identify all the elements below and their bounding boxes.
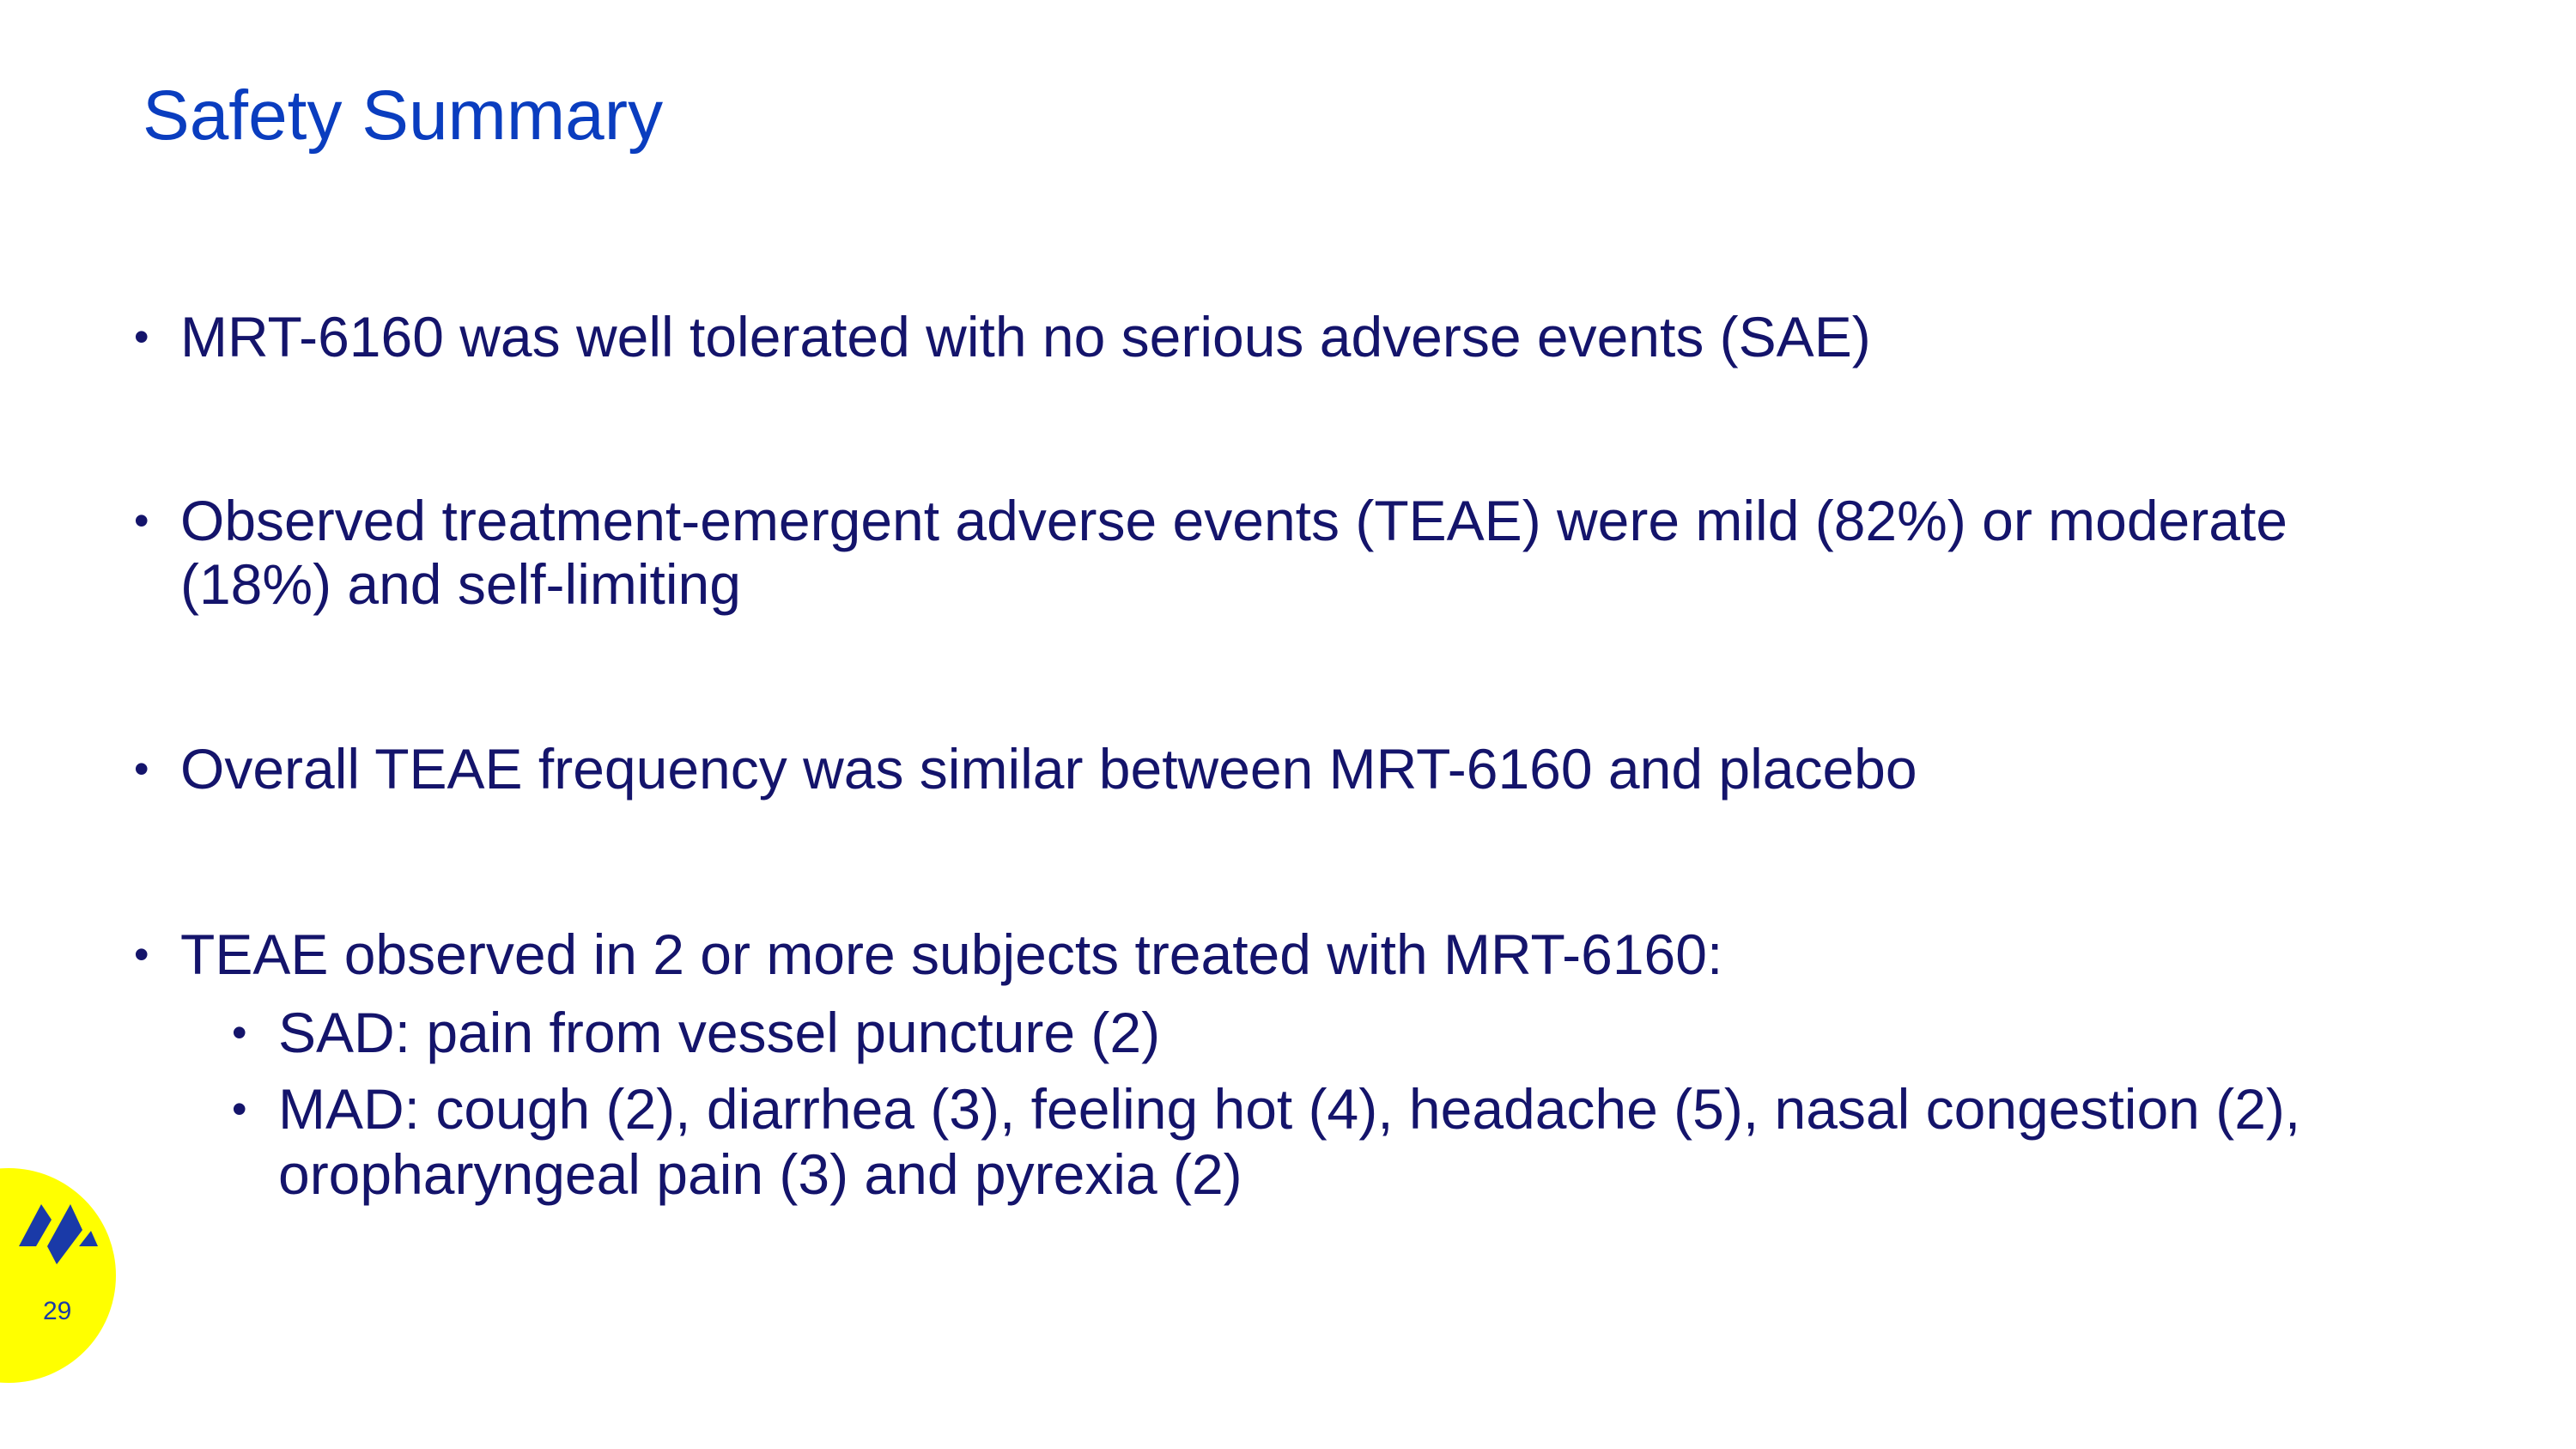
sub-bullet-icon: •: [232, 1085, 247, 1133]
page-badge: [0, 1168, 116, 1383]
bullet-icon: •: [134, 745, 149, 793]
sub-bullet-icon: •: [232, 1008, 247, 1056]
sub-bullet-1-text: SAD: pain from vessel puncture (2): [278, 1001, 1161, 1064]
bullet-4-text: TEAE observed in 2 or more subjects treated with MRT-6160:: [180, 922, 1723, 986]
bullet-2-text-cont: (18%) and self-limiting: [180, 552, 741, 616]
sub-bullet-2-text: MAD: cough (2), diarrhea (3), feeling hot (4), headache (5), nasal congestion (2),: [278, 1077, 2301, 1141]
slide-title: Safety Summary: [143, 76, 664, 155]
bullet-icon: •: [134, 313, 149, 361]
bullet-2-text: Observed treatment-emergent adverse events (TEAE) were mild (82%) or moderate: [180, 489, 2287, 552]
company-logo-icon: [17, 1204, 100, 1271]
bullet-1-text: MRT-6160 was well tolerated with no serious adverse events (SAE): [180, 305, 1871, 368]
bullet-3-text: Overall TEAE frequency was similar between MRT-6160 and placebo: [180, 737, 1917, 801]
sub-bullet-2-text-cont: oropharyngeal pain (3) and pyrexia (2): [278, 1142, 1242, 1206]
bullet-icon: •: [134, 496, 149, 545]
bullet-icon: •: [134, 930, 149, 978]
page-number: 29: [43, 1297, 72, 1325]
